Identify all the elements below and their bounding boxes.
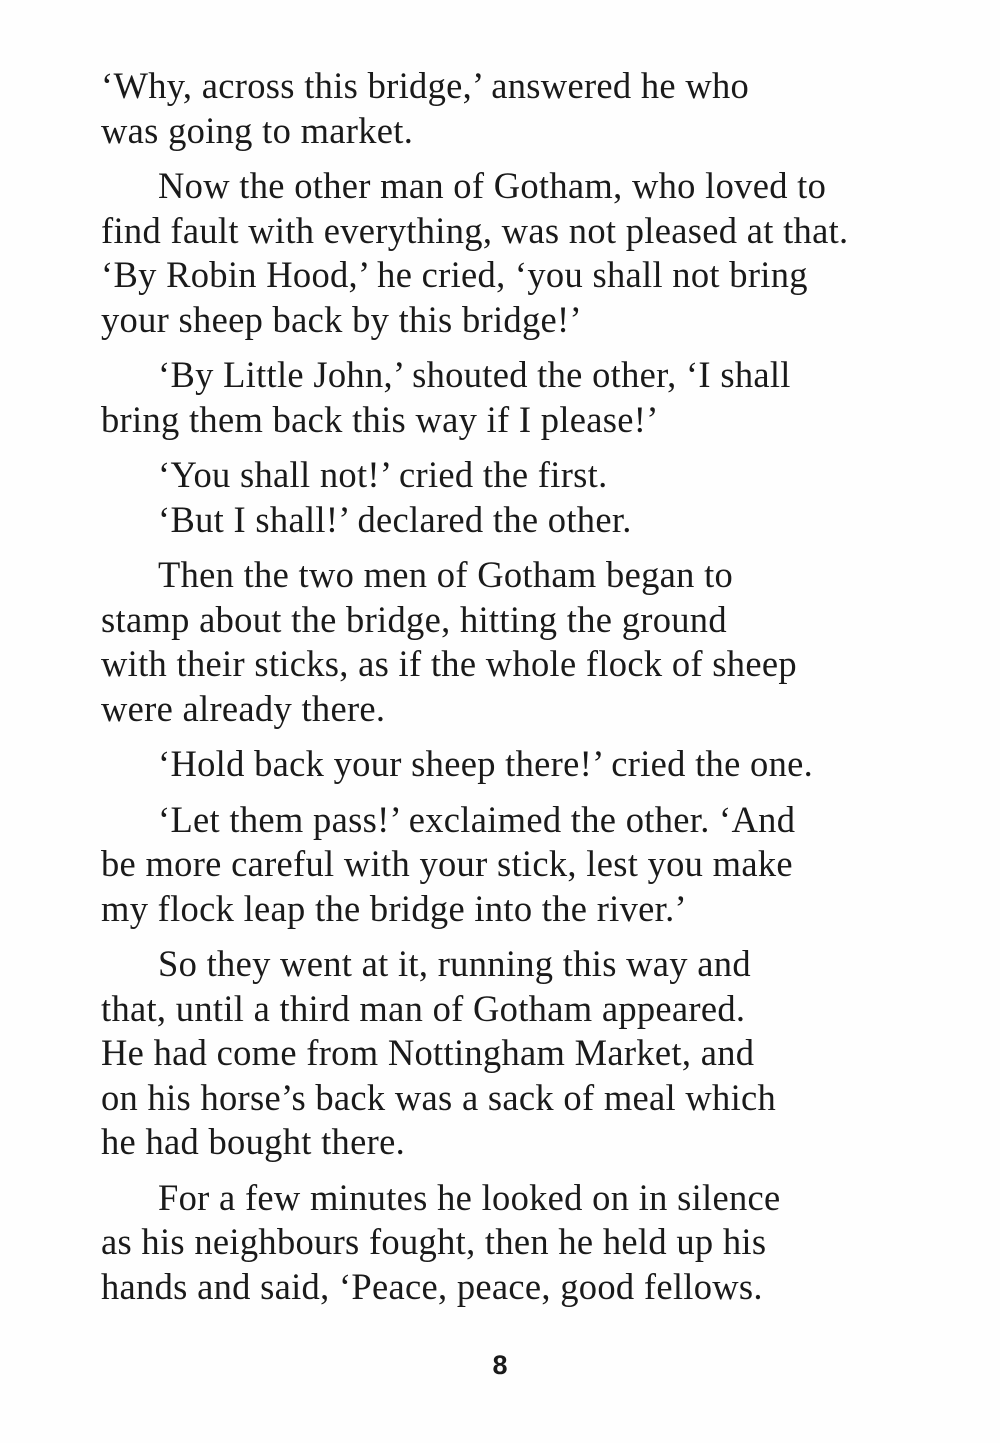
body-text: [101, 64, 935, 1320]
page-number: 8: [492, 1350, 508, 1380]
paragraph-9: So they went at it, running this way and that, until a third man of Gotham appeared. He had come from Nottingham Market, and on his horse’s back was a sack of meal which he had bought there.: [101, 943, 777, 1162]
paragraph-5: ‘But I shall!’ declared the other.: [158, 498, 632, 540]
paragraph-4: ‘You shall not!’ cried the first.: [158, 454, 608, 495]
paragraph-8: ‘Let them pass!’ exclaimed the other. ‘And be more careful with your stick, lest you make my flock leap the bridge into the river.’: [101, 798, 796, 929]
paragraph-2: Now the other man of Gotham, who loved to find fault with everything, was not pleased at that. ‘By Robin Hood,’ he cried, ‘you shall not bring your sheep back by this bridge!’: [101, 165, 849, 340]
paragraph-3: ‘By Little John,’ shouted the other, ‘I shall bring them back this way if I please!’: [101, 354, 791, 440]
paragraph-1: ‘Why, across this bridge,’ answered he who was going to market.: [101, 65, 750, 151]
paragraph-7: ‘Hold back your sheep there!’ cried the one.: [158, 743, 814, 784]
paragraph-10: For a few minutes he looked on in silence as his neighbours fought, then he held up his hands and said, ‘Peace, peace, good fellows.: [101, 1176, 781, 1307]
paragraph-6: Then the two men of Gotham began to stamp about the bridge, hitting the ground with their sticks, as if the whole flock of sheep were already there.: [101, 554, 797, 729]
